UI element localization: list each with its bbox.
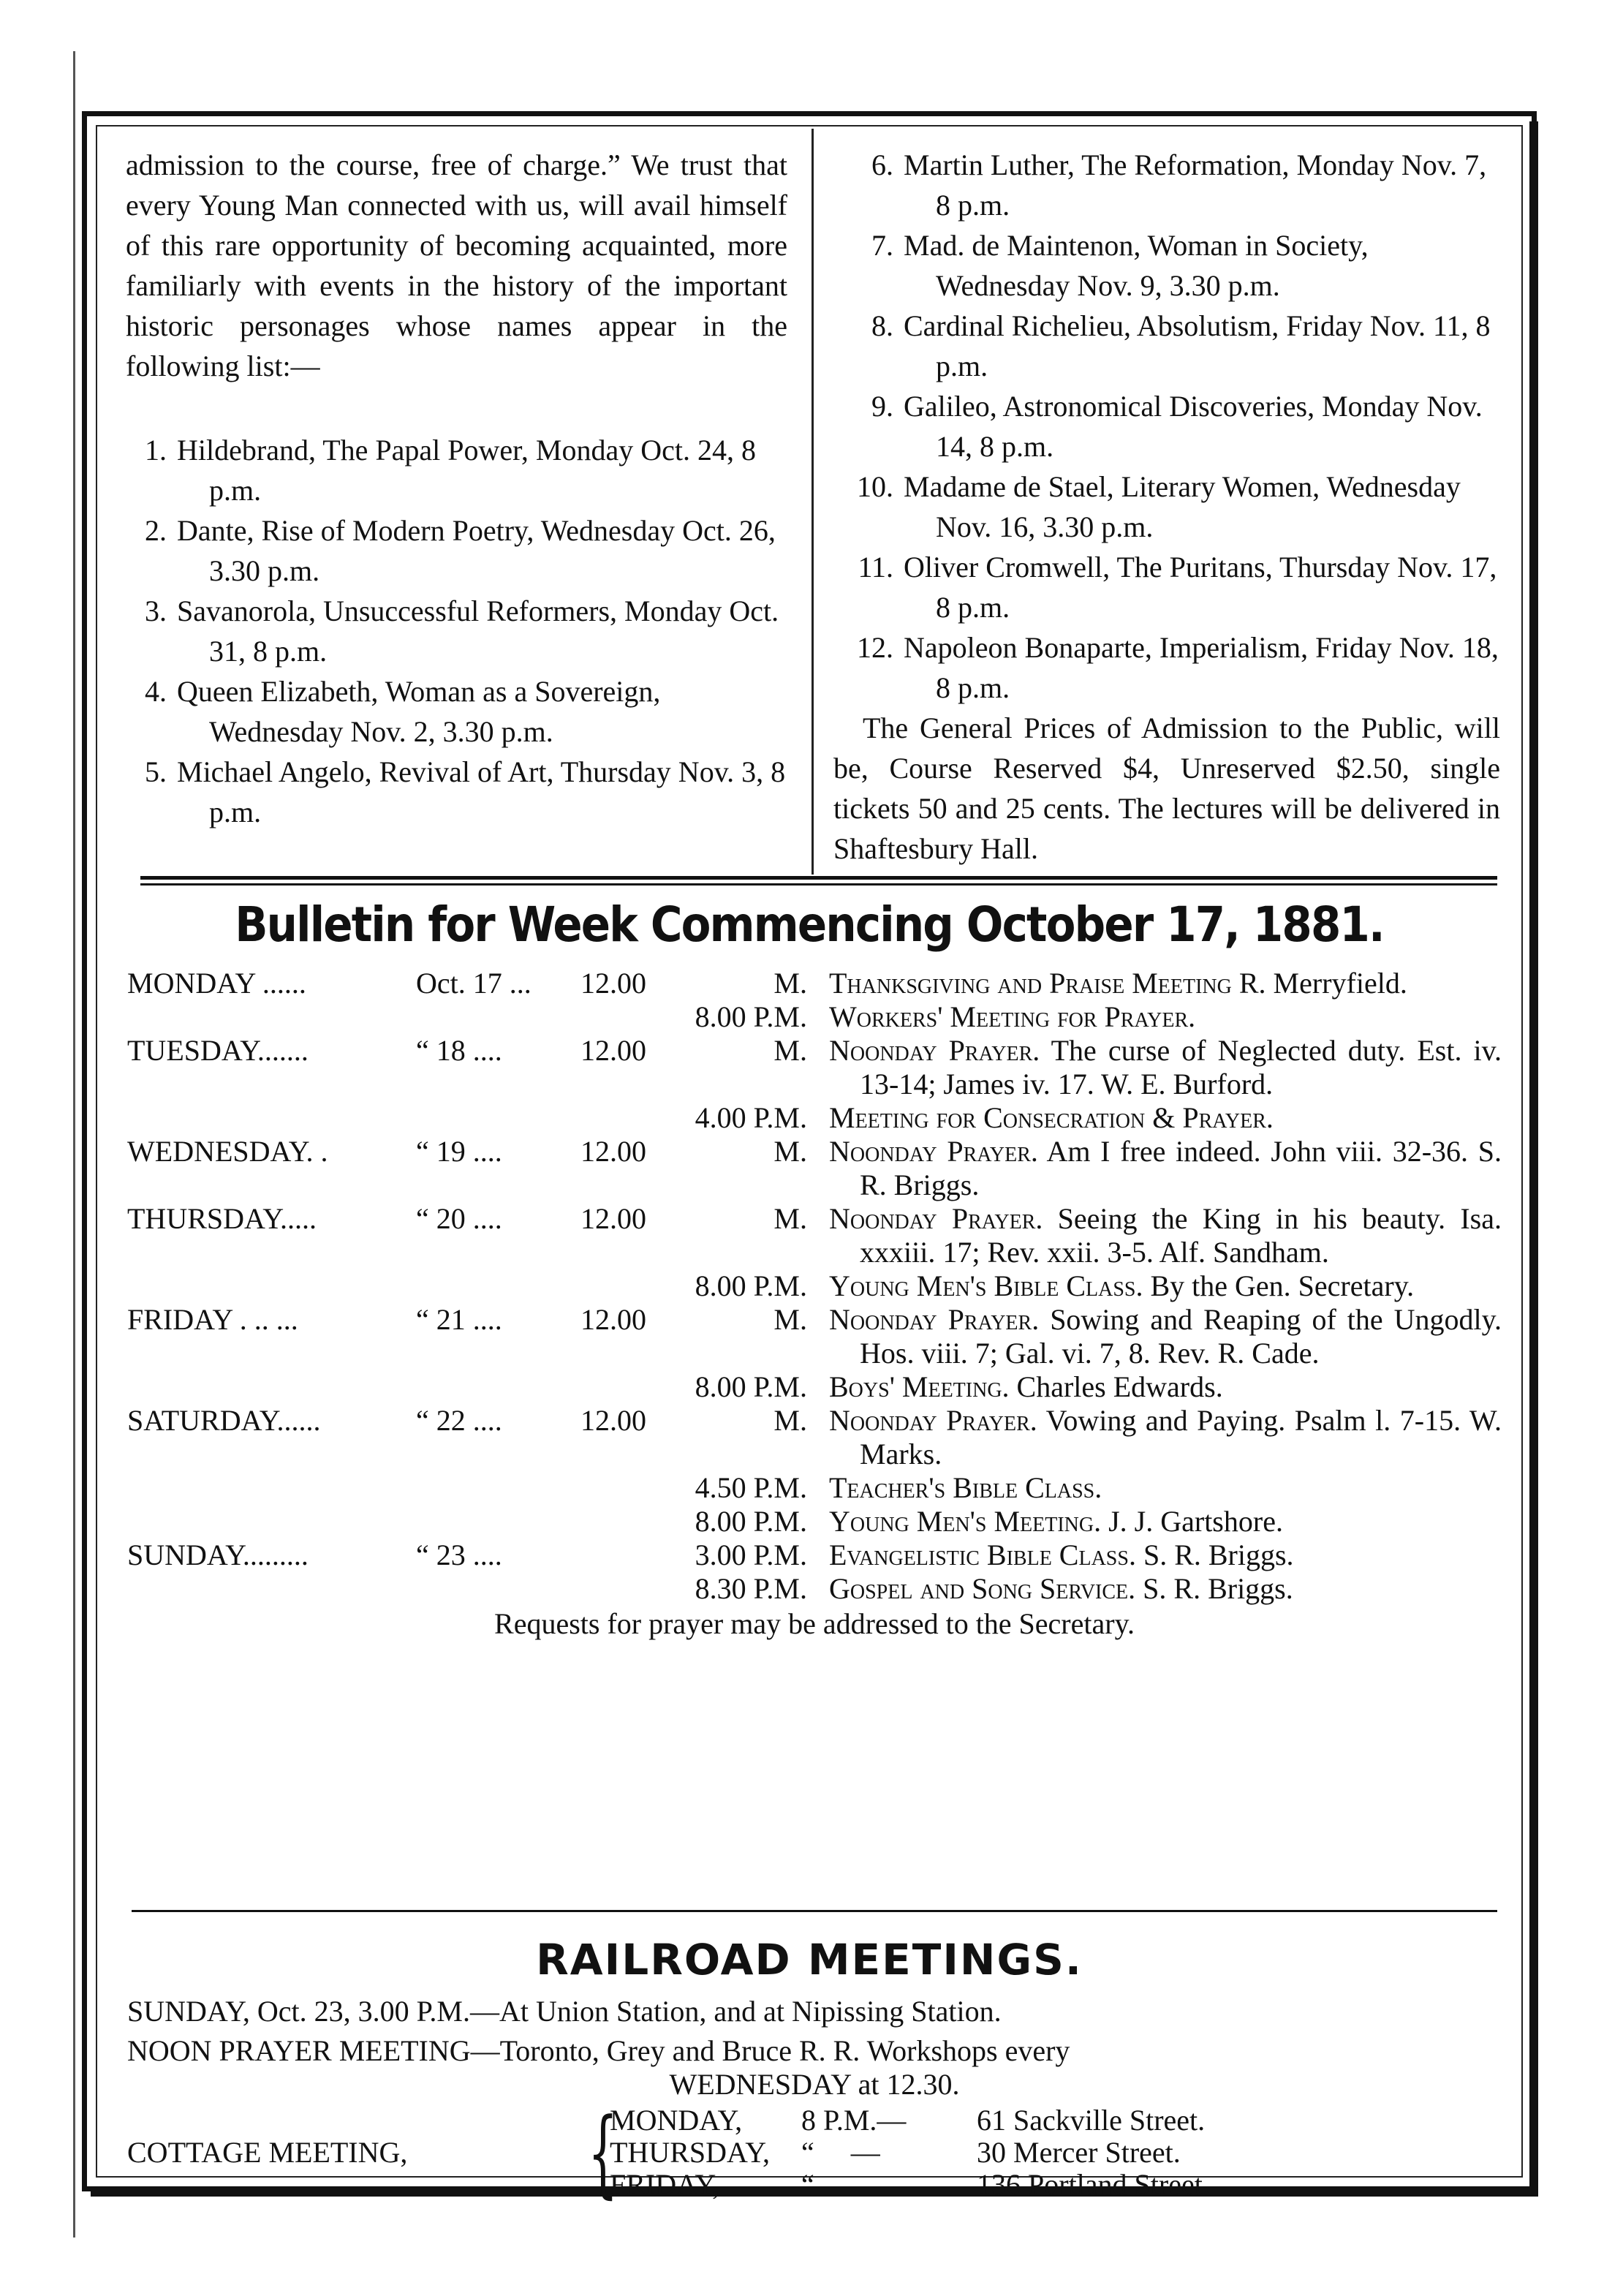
section-rule-single bbox=[132, 1910, 1497, 1912]
schedule-detail: Charles Edwards. bbox=[1016, 1370, 1223, 1403]
schedule-meridian: M. bbox=[773, 1034, 807, 1067]
schedule-event: Boys' Meeting. bbox=[829, 1370, 1010, 1403]
column-divider bbox=[812, 129, 814, 875]
schedule-day: SATURDAY...... bbox=[127, 1404, 321, 1437]
schedule-row bbox=[127, 1000, 1502, 1034]
schedule-event: Noonday Prayer. bbox=[829, 1303, 1040, 1336]
lecture-item bbox=[833, 306, 1500, 386]
lecture-text: Martin Luther, The Reformation, Monday Nov. 7, 8 p.m. bbox=[904, 148, 1487, 222]
schedule-detail: S. R. Briggs. bbox=[1143, 1538, 1294, 1571]
lecture-item bbox=[126, 430, 787, 510]
schedule-day: TUESDAY....... bbox=[127, 1034, 309, 1067]
lecture-number: 7. bbox=[871, 229, 893, 262]
schedule-event: Young Men's Meeting. bbox=[829, 1505, 1102, 1538]
schedule-meridian: M. bbox=[773, 1303, 807, 1336]
schedule-time: 4.50 P.M. bbox=[695, 1471, 807, 1504]
schedule-time: 12.00 bbox=[580, 1303, 646, 1336]
schedule-event: Teacher's Bible Class. bbox=[829, 1471, 1102, 1504]
schedule-detail: Seeing the King in his beauty. Isa. xxxiii. 17; Rev. xxii. 3-5. Alf. Sandham. bbox=[860, 1202, 1502, 1269]
schedule-detail: By the Gen. Secretary. bbox=[1150, 1269, 1415, 1302]
schedule-date: “ 21 .... bbox=[416, 1303, 502, 1336]
lecture-item bbox=[833, 386, 1500, 467]
schedule-date: “ 19 .... bbox=[416, 1135, 502, 1168]
schedule-event: Noonday Prayer. bbox=[829, 1135, 1038, 1168]
cottage-list bbox=[610, 2104, 1502, 2201]
lecture-number: 4. bbox=[145, 675, 167, 708]
margin-line bbox=[73, 51, 75, 2238]
lecture-number: 10. bbox=[857, 470, 893, 503]
left-column bbox=[126, 145, 787, 832]
lecture-item bbox=[126, 671, 787, 752]
schedule-event: Young Men's Bible Class. bbox=[829, 1269, 1143, 1302]
schedule-event: Noonday Prayer. bbox=[829, 1404, 1037, 1437]
lecture-list-left bbox=[126, 430, 787, 832]
cottage-place: 61 Sackville Street. bbox=[977, 2104, 1206, 2137]
cottage-day: FRIDAY, bbox=[610, 2168, 720, 2201]
lecture-number: 11. bbox=[858, 551, 893, 584]
bulletin-title: Bulletin for Week Commencing October 17, 1881. bbox=[235, 896, 1384, 953]
schedule-detail: Sowing and Reaping of the Ungodly. Hos. viii. 7; Gal. vi. 7, 8. Rev. R. Cade. bbox=[860, 1303, 1502, 1370]
schedule-meridian: M. bbox=[773, 1202, 807, 1235]
schedule-row bbox=[127, 1101, 1502, 1135]
schedule-date: “ 22 .... bbox=[416, 1404, 502, 1437]
cottage-time: “ — bbox=[801, 2168, 880, 2201]
schedule-row bbox=[127, 1269, 1502, 1303]
schedule-detail: Vowing and Paying. Psalm l. 7-15. W. Marks. bbox=[860, 1404, 1502, 1470]
schedule-time: 8.00 P.M. bbox=[695, 1505, 807, 1538]
schedule-meridian: M. bbox=[773, 967, 807, 1000]
lecture-number: 12. bbox=[857, 631, 893, 664]
schedule-row bbox=[127, 1135, 1502, 1202]
schedule-detail: Am I free indeed. John viii. 32-36. S. R. Briggs. bbox=[860, 1135, 1502, 1201]
schedule-meridian: M. bbox=[773, 1404, 807, 1437]
schedule-meridian: M. bbox=[773, 1135, 807, 1168]
schedule-row bbox=[127, 1370, 1502, 1404]
lecture-number: 6. bbox=[871, 148, 893, 181]
schedule-event: Thanksgiving and Praise Meeting bbox=[829, 967, 1232, 1000]
schedule-detail: The curse of Neglected duty. Est. iv. 13-14; James iv. 17. W. E. Burford. bbox=[860, 1034, 1502, 1100]
schedule-date: “ 23 .... bbox=[416, 1538, 502, 1571]
lecture-text: Madame de Stael, Literary Women, Wednesday Nov. 16, 3.30 p.m. bbox=[904, 470, 1461, 543]
schedule-time: 12.00 bbox=[580, 1135, 646, 1168]
lecture-number: 5. bbox=[145, 755, 167, 788]
cottage-place: 136 Portland Street. bbox=[977, 2168, 1210, 2201]
lecture-item bbox=[126, 510, 787, 591]
schedule-row bbox=[127, 1303, 1502, 1370]
lecture-text: Galileo, Astronomical Discoveries, Monday Nov. 14, 8 p.m. bbox=[904, 390, 1483, 463]
schedule-row bbox=[127, 1202, 1502, 1269]
schedule-time: 8.00 P.M. bbox=[695, 1269, 807, 1302]
brace-icon: { bbox=[588, 2097, 618, 2208]
lecture-number: 9. bbox=[871, 390, 893, 423]
schedule-day: SUNDAY......... bbox=[127, 1538, 309, 1571]
schedule-row bbox=[127, 967, 1502, 1000]
prayer-requests-note: Requests for prayer may be addressed to the Secretary. bbox=[494, 1607, 1135, 1640]
lecture-number: 3. bbox=[145, 594, 167, 627]
schedule-row bbox=[127, 1471, 1502, 1505]
lecture-list-right bbox=[833, 145, 1500, 708]
schedule-time: 8.00 P.M. bbox=[695, 1000, 807, 1033]
right-column bbox=[833, 145, 1500, 869]
lecture-item bbox=[833, 547, 1500, 627]
lecture-text: Savanorola, Unsuccessful Reformers, Monday Oct. 31, 8 p.m. bbox=[177, 594, 779, 668]
cottage-meetings bbox=[127, 2097, 1502, 2208]
cottage-day: MONDAY, bbox=[610, 2104, 743, 2137]
schedule-date: “ 20 .... bbox=[416, 1202, 502, 1235]
railroad-noon-line2: WEDNESDAY at 12.30. bbox=[669, 2068, 960, 2101]
railroad-title: RAILROAD MEETINGS. bbox=[536, 1935, 1083, 1985]
schedule-time: 12.00 bbox=[580, 1404, 646, 1437]
schedule-day: FRIDAY . .. ... bbox=[127, 1303, 298, 1336]
schedule-time: 3.00 P.M. bbox=[695, 1538, 807, 1571]
lecture-item bbox=[126, 752, 787, 832]
schedule-time: 12.00 bbox=[580, 1202, 646, 1235]
cottage-row bbox=[610, 2169, 1502, 2201]
section-rule-double bbox=[140, 876, 1497, 885]
schedule-row bbox=[127, 1404, 1502, 1471]
lecture-number: 1. bbox=[145, 434, 167, 467]
schedule-row bbox=[127, 1572, 1502, 1606]
frame-shadow-right bbox=[1529, 121, 1538, 2195]
schedule-time: 8.00 P.M. bbox=[695, 1370, 807, 1403]
lecture-text: Queen Elizabeth, Woman as a Sovereign, Wednesday Nov. 2, 3.30 p.m. bbox=[177, 675, 661, 748]
schedule-event: Workers' Meeting for Prayer. bbox=[829, 1000, 1196, 1033]
lecture-text: Mad. de Maintenon, Woman in Society, Wednesday Nov. 9, 3.30 p.m. bbox=[904, 229, 1369, 302]
schedule-day: THURSDAY..... bbox=[127, 1202, 317, 1235]
prices-paragraph: The General Prices of Admission to the Public, will be, Course Reserved $4, Unreserved $2.50, single tickets 50 and 25 cents. The lectures will be delivered in Shaftesbury Hall. bbox=[833, 711, 1500, 865]
lecture-item bbox=[833, 467, 1500, 547]
schedule-time: 12.00 bbox=[580, 1034, 646, 1067]
schedule-detail: R. Merryfield. bbox=[1238, 967, 1407, 1000]
railroad-sunday: SUNDAY, Oct. 23, 3.00 P.M.—At Union Station, and at Nipissing Station. bbox=[127, 1995, 1002, 2028]
schedule-date: “ 18 .... bbox=[416, 1034, 502, 1067]
schedule-row bbox=[127, 1538, 1502, 1572]
schedule-time: 4.00 P.M. bbox=[695, 1101, 807, 1134]
intro-paragraph: admission to the course, free of charge.ˮ We trust that every Young Man connected with us, will avail himself of this rare opportunity of becoming acquainted, more familiarly with events in the history of the important historic personages whose names appear in the following list:— bbox=[126, 148, 787, 382]
schedule-date: Oct. 17 ... bbox=[416, 967, 531, 1000]
schedule-day: WEDNESDAY. . bbox=[127, 1135, 328, 1168]
lecture-item bbox=[833, 145, 1500, 225]
lecture-text: Napoleon Bonaparte, Imperialism, Friday Nov. 18, 8 p.m. bbox=[904, 631, 1499, 704]
lecture-text: Hildebrand, The Papal Power, Monday Oct. 24, 8 p.m. bbox=[177, 434, 756, 507]
cottage-time: “ — bbox=[801, 2136, 880, 2169]
schedule-event: Gospel and Song Service. bbox=[829, 1572, 1136, 1605]
railroad-noon-line1: NOON PRAYER MEETING—Toronto, Grey and Bruce R. R. Workshops every bbox=[127, 2034, 1070, 2067]
lecture-item bbox=[126, 591, 787, 671]
bulletin-schedule bbox=[127, 967, 1502, 1641]
cottage-row bbox=[610, 2137, 1502, 2169]
schedule-detail: S. R. Briggs. bbox=[1143, 1572, 1293, 1605]
schedule-day: MONDAY ...... bbox=[127, 967, 306, 1000]
lecture-item bbox=[833, 627, 1500, 708]
cottage-place: 30 Mercer Street. bbox=[977, 2136, 1181, 2169]
cottage-label: COTTAGE MEETING, bbox=[127, 2136, 408, 2169]
schedule-event: Noonday Prayer. bbox=[829, 1034, 1040, 1067]
cottage-time: 8 P.M.— bbox=[801, 2104, 907, 2137]
cottage-day: THURSDAY, bbox=[610, 2136, 770, 2169]
lecture-text: Michael Angelo, Revival of Art, Thursday Nov. 3, 8 p.m. bbox=[177, 755, 786, 828]
schedule-row bbox=[127, 1505, 1502, 1538]
railroad-section bbox=[127, 1995, 1502, 2208]
lecture-text: Cardinal Richelieu, Absolutism, Friday Nov. 11, 8 p.m. bbox=[904, 309, 1491, 382]
schedule-event: Noonday Prayer. bbox=[829, 1202, 1043, 1235]
lecture-number: 2. bbox=[145, 514, 167, 547]
schedule-row bbox=[127, 1034, 1502, 1101]
lecture-text: Oliver Cromwell, The Puritans, Thursday Nov. 17, 8 p.m. bbox=[904, 551, 1497, 624]
lecture-number: 8. bbox=[871, 309, 893, 342]
schedule-detail: J. J. Gartshore. bbox=[1108, 1505, 1283, 1538]
lecture-item bbox=[833, 225, 1500, 306]
schedule-time: 12.00 bbox=[580, 967, 646, 1000]
lecture-text: Dante, Rise of Modern Poetry, Wednesday Oct. 26, 3.30 p.m. bbox=[177, 514, 776, 587]
cottage-row bbox=[610, 2104, 1502, 2137]
schedule-time: 8.30 P.M. bbox=[695, 1572, 807, 1605]
schedule-event: Meeting for Consecration & Prayer. bbox=[829, 1101, 1274, 1134]
schedule-event: Evangelistic Bible Class. bbox=[829, 1538, 1136, 1571]
